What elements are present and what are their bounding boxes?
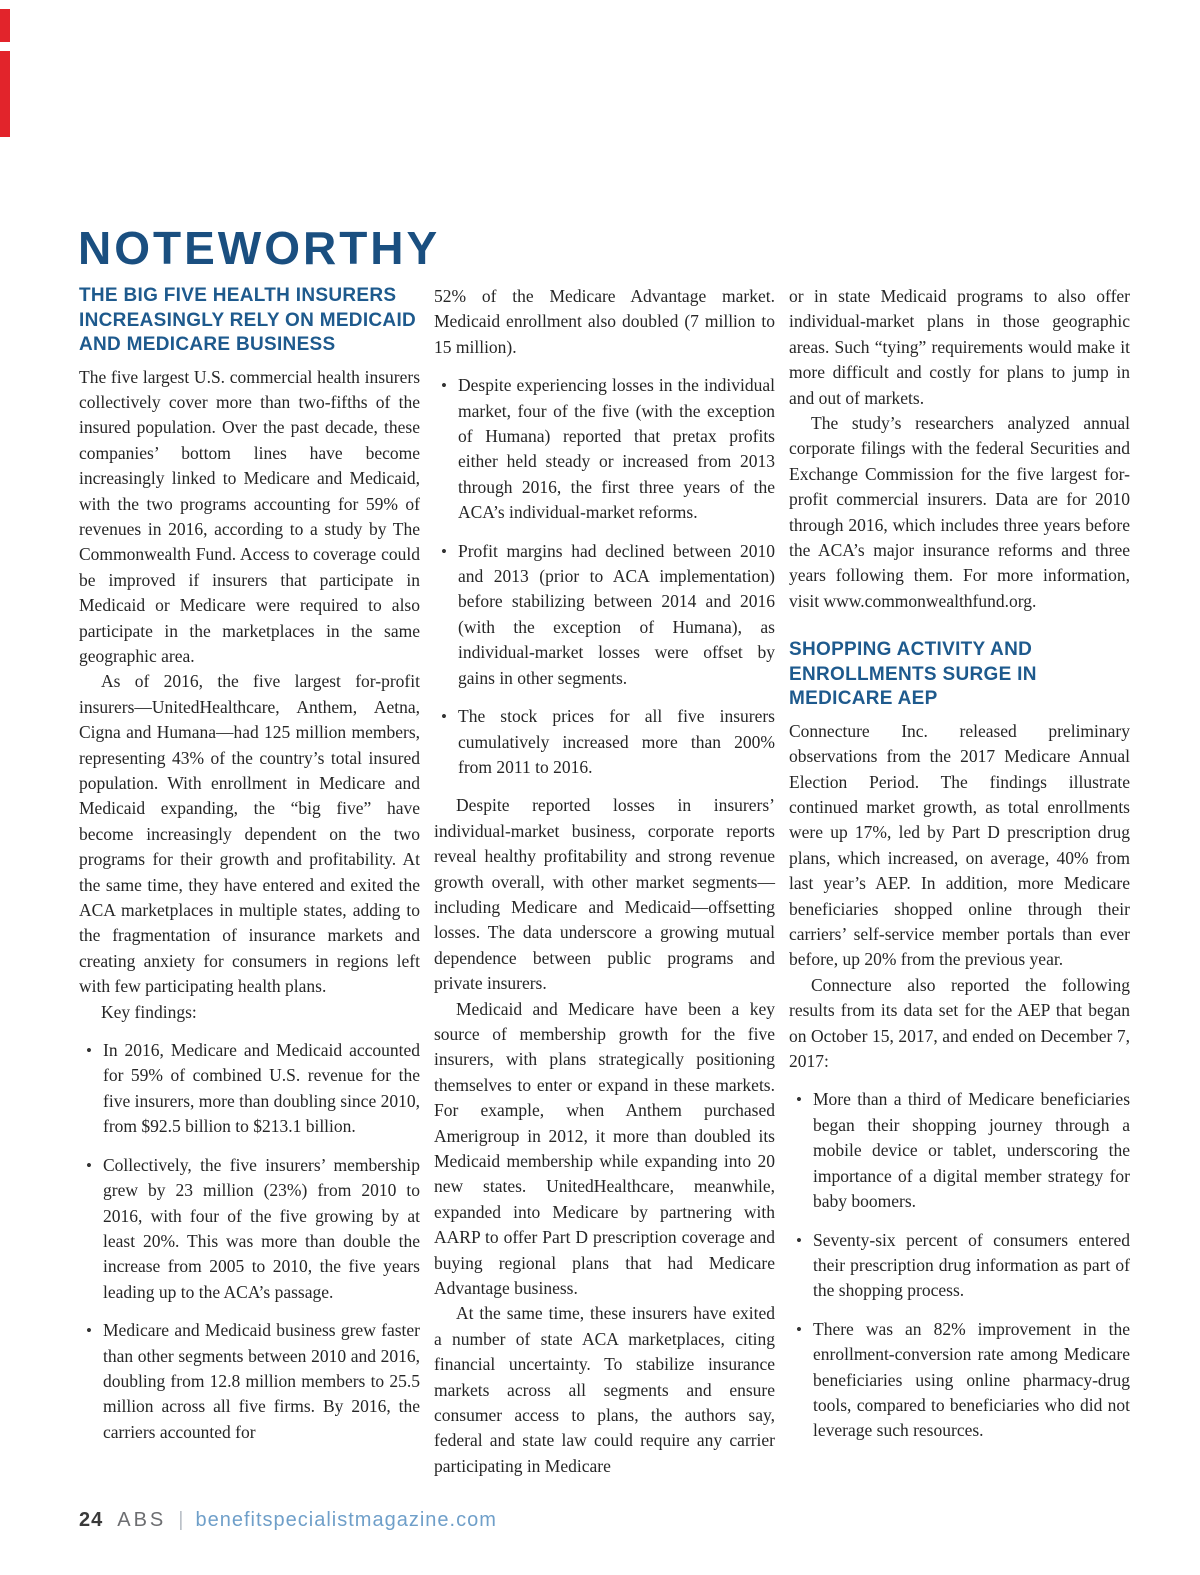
page-edge-red-bar xyxy=(0,51,10,137)
page-title: NOTEWORTHY xyxy=(78,222,441,274)
bullet-item: • Profit margins had declined between 2010 and 2013 (prior to ACA implementation) before stabilizing between 2014 and 2016 (with the exception of Humana), as individual-market losses were offset by gains in other segments. xyxy=(434,539,775,691)
bullet-item: • Medicare and Medicaid business grew faster than other segments between 2010 and 2016, doubling from 12.8 million members to 25.5 million across all five firms. By 2016, the carriers accounted for xyxy=(79,1318,420,1445)
continuation-paragraph: 52% of the Medicare Advantage market. Medicaid enrollment also doubled (7 million to 15 million). xyxy=(434,286,775,357)
bullet-item: • More than a third of Medicare beneficiaries began their shopping journey through a mobile device or tablet, underscoring the importance of a digital member strategy for baby boomers. xyxy=(789,1087,1130,1214)
bullet-item: • In 2016, Medicare and Medicaid accounted for 59% of combined U.S. revenue for the five insurers, more than doubling since 2010, from $92.5 billion to $213.1 billion. xyxy=(79,1038,420,1140)
magazine-name: ABS xyxy=(117,1509,167,1531)
article-1-heading: THE BIG FIVE HEALTH INSURERS INCREASINGLY RELY ON MEDICAID AND MEDICARE BUSINESS xyxy=(79,285,417,355)
paragraph: Medicaid and Medicare have been a key source of membership growth for the five insurers, with plans strategically positioning themselves to enter or expand in these markets. For example, when Anthem purchased Amerigroup in 2012, it more than doubled its Medicaid membership while expanding into 20 new states. UnitedHealthcare, meanwhile, expanded into Medicare by partnering with AARP to offer Part D prescription coverage and buying regional plans that had Medicare Advantage business. xyxy=(434,998,775,1299)
paragraph: The five largest U.S. commercial health insurers collectively cover more than two-fifths of the insured population. Over the past decade, these companies’ bottom lines have become increasingly linked to Medicare and Medicaid, with the two programs accounting for 59% of revenues in 2016, according to a study by The Commonwealth Fund. Access to coverage could be improved if insurers that participate in Medicaid or Medicare were required to also participate in the marketplaces in the same geographic area. xyxy=(79,366,420,666)
footer-separator: | xyxy=(178,1509,184,1531)
bullet-item: • Seventy-six percent of consumers entered their prescription drug information as part of the shopping process. xyxy=(789,1228,1130,1304)
bullet-item: • Collectively, the five insurers’ membership grew by 23 million (23%) from 2010 to 2016, with four of the five growing by at least 20%. This was more than double the increase from 2005 to 2010, the five years leading up to the ACA’s passage. xyxy=(79,1153,420,1305)
paragraph: At the same time, these insurers have exited a number of state ACA marketplaces, citing financial uncertainty. To stabilize insurance markets across all segments and ensure consumer access to plans, the authors say, federal and state law could require any carrier participating in Medicare xyxy=(434,1303,775,1476)
paragraph: Connecture also reported the following results from its data set for the AEP that began on October 15, 2017, and ended on December 7, 2017: xyxy=(789,974,1130,1072)
article-2-heading: SHOPPING ACTIVITY AND ENROLLMENTS SURGE IN MEDICARE AEP xyxy=(789,639,1037,710)
paragraph: The study’s researchers analyzed annual corporate filings with the federal Securities and Exchange Commission for the five largest for-profit commercial insurers. Data are for 2010 through 2016, which includes three years before the ACA’s major insurance reforms and three years following them. For more information, visit www.commonwealthfund.org. xyxy=(789,413,1130,611)
column-3 xyxy=(789,284,1130,1444)
page-footer xyxy=(79,1509,497,1532)
page-edge-red-bar xyxy=(0,9,10,42)
page-number: 24 xyxy=(79,1509,104,1531)
bullet-item: • There was an 82% improvement in the enrollment-conversion rate among Medicare beneficiaries using online pharmacy-drug tools, compared to beneficiaries who did not leverage such resources. xyxy=(789,1317,1130,1444)
column-2 xyxy=(434,284,775,1479)
magazine-website: benefitspecialistmagazine.com xyxy=(195,1509,497,1531)
continuation-paragraph: or in state Medicaid programs to also offer individual-market plans in those geographic areas. Such “tying” requirements would make it more difficult and costly for plans to jump in and out of markets. xyxy=(789,286,1130,408)
bullet-item: • The stock prices for all five insurers cumulatively increased more than 200% from 2011 to 2016. xyxy=(434,704,775,780)
paragraph: Connecture Inc. released preliminary observations from the 2017 Medicare Annual Election Period. The findings illustrate continued market growth, as total enrollments were up 17%, led by Part D prescription drug plans, which increased, on average, 40% from last year’s AEP. In addition, more Medicare beneficiaries shopped online through their carriers’ self-service member portals than ever before, up 20% from the previous year. xyxy=(789,720,1130,970)
column-1 xyxy=(79,284,420,1445)
key-findings-label: Key findings: xyxy=(101,1001,197,1022)
paragraph: Despite reported losses in insurers’ individual-market business, corporate reports reveal healthy profitability and strong revenue growth overall, with other market segments—including Medicare and Medicaid—offsetting losses. The data underscore a growing mutual dependence between public programs and private insurers. xyxy=(434,795,775,994)
paragraph: As of 2016, the five largest for-profit insurers—UnitedHealthcare, Anthem, Aetna, Cigna and Humana—had 125 million members, representing 43% of the country’s total insured population. With enrollment in Medicare and Medicaid expanding, the “big five” have become increasingly dependent on the two programs for their growth and profitability. At the same time, they have entered and exited the ACA marketplaces in multiple states, adding to the fragmentation of insurance markets and creating anxiety for consumers in regions left with few participating health plans. xyxy=(79,671,420,997)
bullet-item: • Despite experiencing losses in the individual market, four of the five (with the exception of Humana) reported that pretax profits either held steady or increased from 2013 through 2016, the first three years of the ACA’s individual-market reforms. xyxy=(434,373,775,525)
